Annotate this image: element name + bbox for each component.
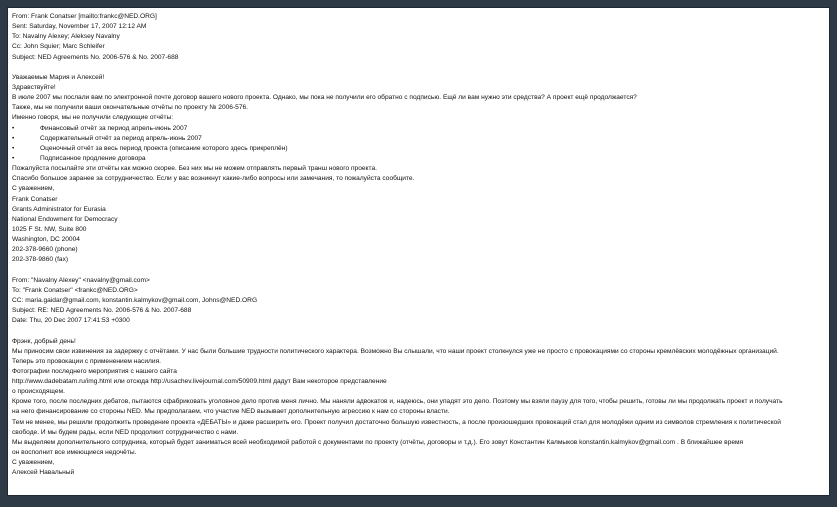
email2-links: http://www.dadebatam.ru/img.html или отсюда http://usachev.livejournal.com/50909.html дадут Вам некоторое представление [12,378,387,386]
list-item [12,154,825,164]
signature-address: 1025 F St. NW, Suite 800 [12,225,87,233]
list-item [12,144,825,154]
email2-signature-name: Алексей Навальный [12,469,75,477]
email1-header-from: From: Frank Conatser [mailto:frankc@NED.ORG] [12,13,157,20]
email2-header-to: To: "Frank Conatser" <frankc@NED.ORG> [12,286,138,294]
list-item [12,124,825,134]
spacer [12,266,825,276]
email1-greeting: Уважаемые Мария и Алексей! [12,73,105,81]
signature-org: National Endowment for Democracy [12,215,118,223]
list-item-text: Подписанное продление договора [40,154,146,162]
email2-body [12,337,825,479]
bullet-marker: • [12,144,15,152]
email1-header-cc: Cc: John Squier; Marc Schleifer [12,43,105,51]
document-page [7,7,830,496]
email2-paragraph: он восполнит все имеющиеся недочёты. [12,449,137,457]
email1-body [12,73,825,266]
email1-paragraph: В июле 2007 мы послали вам по электронной почте договор вашего нового проекта. Однако, мы пока не получили его обратно с подписью. Ещё ли вам нужно эти средства? А проект ещё продолжается? [12,94,637,102]
email2-paragraph: Фотографии последнего мероприятия с нашего сайта [12,367,177,375]
list-item-text: Содержательный отчёт за период апрель-июнь 2007 [40,134,202,142]
email1-header-to: To: Navalny Alexey; Aleksey Navalny [12,33,120,41]
email2-paragraph: Теперь это провокации с применением насилия. [12,357,161,365]
email1-header-sent: Sent: Saturday, November 17, 2007 12:12 AM [12,23,147,31]
email1-hello: Здравствуйте! [12,83,56,91]
signature-name: Frank Conatser [12,195,58,203]
email1-header-subject: Subject: NED Agreements No. 2006-576 & No. 2007-688 [12,53,179,61]
email-thread [12,12,825,478]
email2-greeting: Фрэнк, добрый день! [12,337,76,345]
bullet-marker: • [12,124,15,132]
email2-headers [12,276,825,327]
email2-paragraph: свободе. И мы будем рады, если NED продолжит сотрудничество с нами. [12,428,239,436]
email1-closing: С уважением, [12,185,55,193]
email2-paragraph: Мы приносим свои извинения за задержку с отчётами. У нас были большие трудности политического характера. Возможно Вы слышали, что наши проект столкнулся уже не просто с провокациями со стороны кремлёвских молодёжных организаций. [12,347,779,355]
email2-header-subject: Subject: RE: NED Agreements No. 2006-576 & No. 2007-688 [12,307,192,315]
signature-city: Washington, DC 20004 [12,236,80,244]
email2-header-date: Date: Thu, 20 Dec 2007 17:41:53 +0300 [12,317,130,325]
bullet-marker: • [12,134,15,142]
email2-paragraph: на него финансирование со стороны NED. Мы предполагаем, что участие NED вызывает дополнительную агрессию к нам со стороны власти. [12,408,450,416]
email1-paragraph: Пожалуйста посылайте эти отчёты как можно скорее. Без них мы не можем отправлять первый транш нового проекта. [12,165,377,173]
spacer [12,63,825,73]
email2-paragraph: Кроме того, после последних дебатов, пытаются сфабриковать уголовное дело против меня лично. Мы наняли адвокатов и, надеюсь, они упадят это дело. Поэтому мы взяли паузу для того, чтобы решить, готовы ли мы продолжать проект и получать [12,398,783,406]
email2-closing: С уважением, [12,459,55,467]
signature-phone: 202-378-9660 (phone) [12,246,78,254]
list-item-text: Оценочный отчёт за весь период проекта (описание которого здесь прикреплён) [40,144,288,152]
list-item-text: Финансовый отчёт за период апрель-июнь 2007 [40,124,188,132]
email2-paragraph: Тем не менее, мы решили продолжить проведение проекта «ДЕБАТЫ» и даже расширить его. Проект получил достаточно большую известность, а после произошедших провокаций стал для молодёжи одним из символов стремления к политической [12,418,781,426]
signature-fax: 202-378-9860 (fax) [12,256,69,264]
signature-title: Grants Administrator for Eurasia [12,205,106,213]
spacer [12,326,825,336]
email2-header-cc: CC: maria.gaidar@gmail.com, konstantin.kalmykov@gmail.com, Johns@NED.ORG [12,296,258,304]
email1-paragraph: Спасибо большое заранее за сотрудничество. Если у вас возникнут какие-либо вопросы или замечания, то пожалуйста сообщите. [12,175,415,183]
email2-paragraph: о происходящем. [12,388,65,396]
email2-paragraph: Мы выделяем дополнительного сотрудника, который будет заниматься всей необходимой работой с документами по проекту (отчёты, договоры и т.д.). Его зовут Константин Калмыков konstantin.kalmykov@gmail.com . В ближайшее время [12,438,744,446]
email1-paragraph: Также, мы не получили ваши окончательные отчёты по проекту № 2006-576. [12,104,248,112]
email1-paragraph: Именно говоря, мы не получили следующие отчёты: [12,114,174,122]
bullet-marker: • [12,154,15,162]
email2-header-from: From: "Navalny Alexey" <navalny@gmail.com> [12,276,150,284]
email1-headers [12,12,825,63]
list-item [12,134,825,144]
